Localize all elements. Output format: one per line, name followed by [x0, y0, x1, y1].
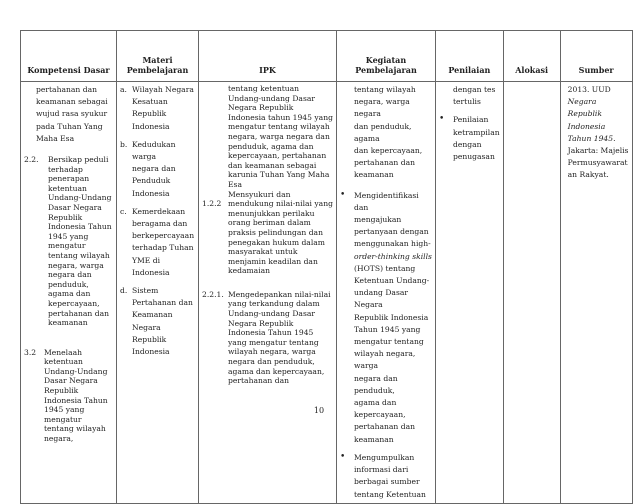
materi-line: Indonesia: [132, 121, 170, 131]
sumber-line: 2013. UUD: [567, 85, 611, 94]
kd-3-2-text: Menelaah ketentuan Undang-Undang Dasar Negara Republik Indonesia Tahun 1945 yang mengatur tentang wilayah negara,: [44, 347, 108, 444]
materi-line: Republik: [132, 109, 167, 119]
penilaian-line: tertulis: [453, 97, 481, 107]
kegiatan-line: Mengidentifikasi dan: [354, 190, 419, 212]
materi-item-a: [120, 84, 195, 133]
materi-line: Wilayah Negara: [132, 85, 194, 94]
kegiatan-line: undang Dasar Negara: [354, 288, 409, 310]
kd-cont-line: wujud rasa syukur: [36, 109, 108, 119]
header-sumber: Sumber: [560, 31, 632, 82]
kegiatan-line: keamanan: [354, 170, 394, 180]
cell-kegiatan-pembelajaran: [337, 82, 436, 504]
header-kegiatan-pembelajaran: Kegiatan Pembelajaran: [337, 31, 436, 82]
materi-line: Sistem: [132, 286, 159, 296]
kegiatan-line: berbagai sumber: [354, 477, 420, 487]
kegiatan-line: dan penduduk, agama: [354, 121, 412, 143]
ipk-2-2-1: [202, 290, 333, 386]
cell-ipk: [199, 82, 337, 504]
penilaian-line: penugasan: [453, 152, 495, 162]
ipk-2-2-1-text: Mengedepankan nilai-nilai yang terkandung dalam Undang-undang Dasar Negara Republik Indonesia Tahun 1945 yang mengatur tentang wilayah negara, warga negara dan penduduk, agama dan kepercayaan, pertahanan dan: [228, 289, 331, 386]
kegiatan-continuation: [340, 84, 432, 182]
kegiatan-line: pertahanan dan: [354, 422, 415, 432]
kd-cont-line: Maha Esa: [36, 133, 75, 143]
kegiatan-line: menggunakan high-: [354, 239, 431, 249]
kd-cont-line: keamanan sebagai: [36, 97, 108, 107]
kd-3-2: [24, 348, 113, 444]
sumber-reference: [564, 84, 629, 182]
materi-line: Indonesia: [132, 347, 170, 357]
materi-item-c: [120, 206, 195, 279]
materi-item-marker: b.: [120, 139, 128, 149]
header-materi-pembelajaran: [117, 31, 199, 82]
kegiatan-line: agama dan: [354, 398, 397, 408]
ipk-1-2-2-number: 1.2.2: [202, 198, 222, 208]
cell-materi-pembelajaran: [117, 82, 199, 504]
header-ipk: IPK: [199, 31, 337, 82]
ipk-1-2-2: [202, 190, 333, 276]
header-materi-label: Materi Pembelajaran: [126, 55, 189, 75]
materi-line: negara dan: [132, 164, 176, 174]
kegiatan-line: wilayah negara, warga: [354, 349, 416, 371]
kegiatan-line: Republik Indonesia: [354, 312, 429, 322]
kegiatan-line: keamanan: [354, 434, 394, 444]
penilaian-continuation: [439, 84, 500, 108]
materi-line: terhadap Tuhan: [132, 243, 194, 253]
materi-line: Kemerdekaan: [132, 206, 186, 216]
penilaian-line: dengan: [453, 139, 482, 149]
header-kompetensi-dasar: Kompetensi Dasar: [21, 31, 117, 82]
materi-line: beragama dan: [132, 219, 188, 229]
ipk-2-2-1-number: 2.2.1.: [202, 289, 224, 299]
kegiatan-line: pertanyaan dengan: [354, 227, 429, 237]
kd-cont-line: pada Tuhan Yang: [36, 121, 103, 131]
kegiatan-line: negara dan penduduk,: [354, 373, 398, 395]
header-alokasi: Alokasi: [503, 31, 560, 82]
materi-item-d: [120, 285, 195, 358]
bullet-icon: •: [340, 189, 346, 200]
syllabus-table: [20, 30, 633, 504]
cell-alokasi: [503, 82, 560, 504]
kegiatan-line: negara, warga negara: [354, 97, 410, 119]
kegiatan-line: kepercayaan,: [354, 410, 406, 420]
kd-2-2: [24, 155, 113, 328]
kegiatan-bullet-collect: [340, 452, 432, 501]
materi-item-marker: d.: [120, 286, 128, 296]
ipk-1-2-2-text: Mensyukuri dan mendukung nilai-nilai yang menunjukkan perilaku orang beriman dalam praksis pelindungan dan penegakan hukum dalam masyarakat untuk menjamin keadilan dan kedamaian: [228, 189, 333, 276]
kd-continuation: [24, 84, 113, 145]
materi-line: Kesatuan: [132, 97, 168, 107]
sumber-line: an Rakyat.: [567, 170, 609, 180]
header-row: [21, 31, 633, 82]
cell-kompetensi-dasar: [21, 82, 117, 504]
kd-3-2-number: 3.2: [24, 347, 37, 357]
kegiatan-line: dan kepercayaan,: [354, 146, 423, 156]
materi-line: Kedudukan warga: [132, 139, 176, 162]
materi-item-marker: a.: [120, 85, 127, 94]
sumber-line: Indonesia: [567, 121, 606, 131]
materi-item-marker: c.: [120, 206, 127, 216]
kegiatan-line: tentang wilayah: [354, 85, 416, 94]
materi-line: YME di Indonesia: [132, 255, 170, 277]
materi-line: Keamanan Negara: [132, 310, 173, 332]
sumber-line: Tahun 1945.: [567, 133, 616, 143]
kegiatan-line: (HOTS) tentang: [354, 263, 416, 273]
materi-line: Republik: [132, 334, 167, 344]
kegiatan-line: Ketentuan Undang-: [354, 276, 430, 286]
materi-item-b: [120, 139, 195, 200]
kegiatan-line: Tahun 1945 yang: [354, 324, 421, 334]
kegiatan-line: pertahanan dan: [354, 158, 415, 168]
kd-2-2-number: 2.2.: [24, 155, 39, 165]
kegiatan-line: mengatur tentang: [354, 337, 424, 347]
bullet-icon: •: [340, 451, 346, 462]
kd-cont-line: pertahanan dan: [36, 85, 97, 94]
penilaian-bullet-skills: [439, 114, 500, 163]
materi-line: Penduduk: [132, 176, 171, 186]
sumber-line: Jakarta: Majelis: [567, 146, 629, 156]
penilaian-line: ketrampilan: [453, 127, 500, 137]
kegiatan-line: mengajukan: [354, 215, 402, 225]
materi-line: Indonesia: [132, 188, 170, 198]
sumber-line: Permusyawarat: [567, 158, 628, 168]
materi-line: berkepercayaan: [132, 231, 195, 241]
kegiatan-line: order-thinking skills: [354, 251, 432, 261]
kd-2-2-text: Bersikap peduli terhadap penerapan ketentuan Undang-Undang Dasar Negara Republik Indonesia Tahun 1945 yang mengatur tentang wilayah negara, warga negara dan penduduk, agama dan kepercayaan, pertahanan dan keamanan: [48, 155, 112, 328]
ipk-continuation: tentang ketentuan Undang-undang Dasar Negara Republik Indonesia tahun 1945 yang mengatur tentang wilayah negara, warga negara dan penduduk, agama dan kepercayaan, pertahanan dan keamanan sebagai karunia Tuhan Yang Maha Esa: [228, 84, 333, 189]
penilaian-line: Penilaian: [453, 115, 489, 125]
sumber-line: Negara Republik: [567, 97, 602, 119]
cell-sumber: [560, 82, 632, 504]
materi-line: Pertahanan dan: [132, 298, 193, 308]
kegiatan-line: Mengumpulkan: [354, 452, 415, 462]
header-penilaian: Penilaian: [436, 31, 504, 82]
bullet-icon: •: [439, 114, 445, 125]
page-number: 10: [313, 406, 325, 415]
penilaian-line: dengan tes: [453, 85, 496, 94]
kegiatan-line: tentang Ketentuan: [354, 489, 426, 499]
kegiatan-line: informasi dari: [354, 465, 409, 475]
content-row: [21, 82, 633, 504]
cell-penilaian: [436, 82, 504, 504]
